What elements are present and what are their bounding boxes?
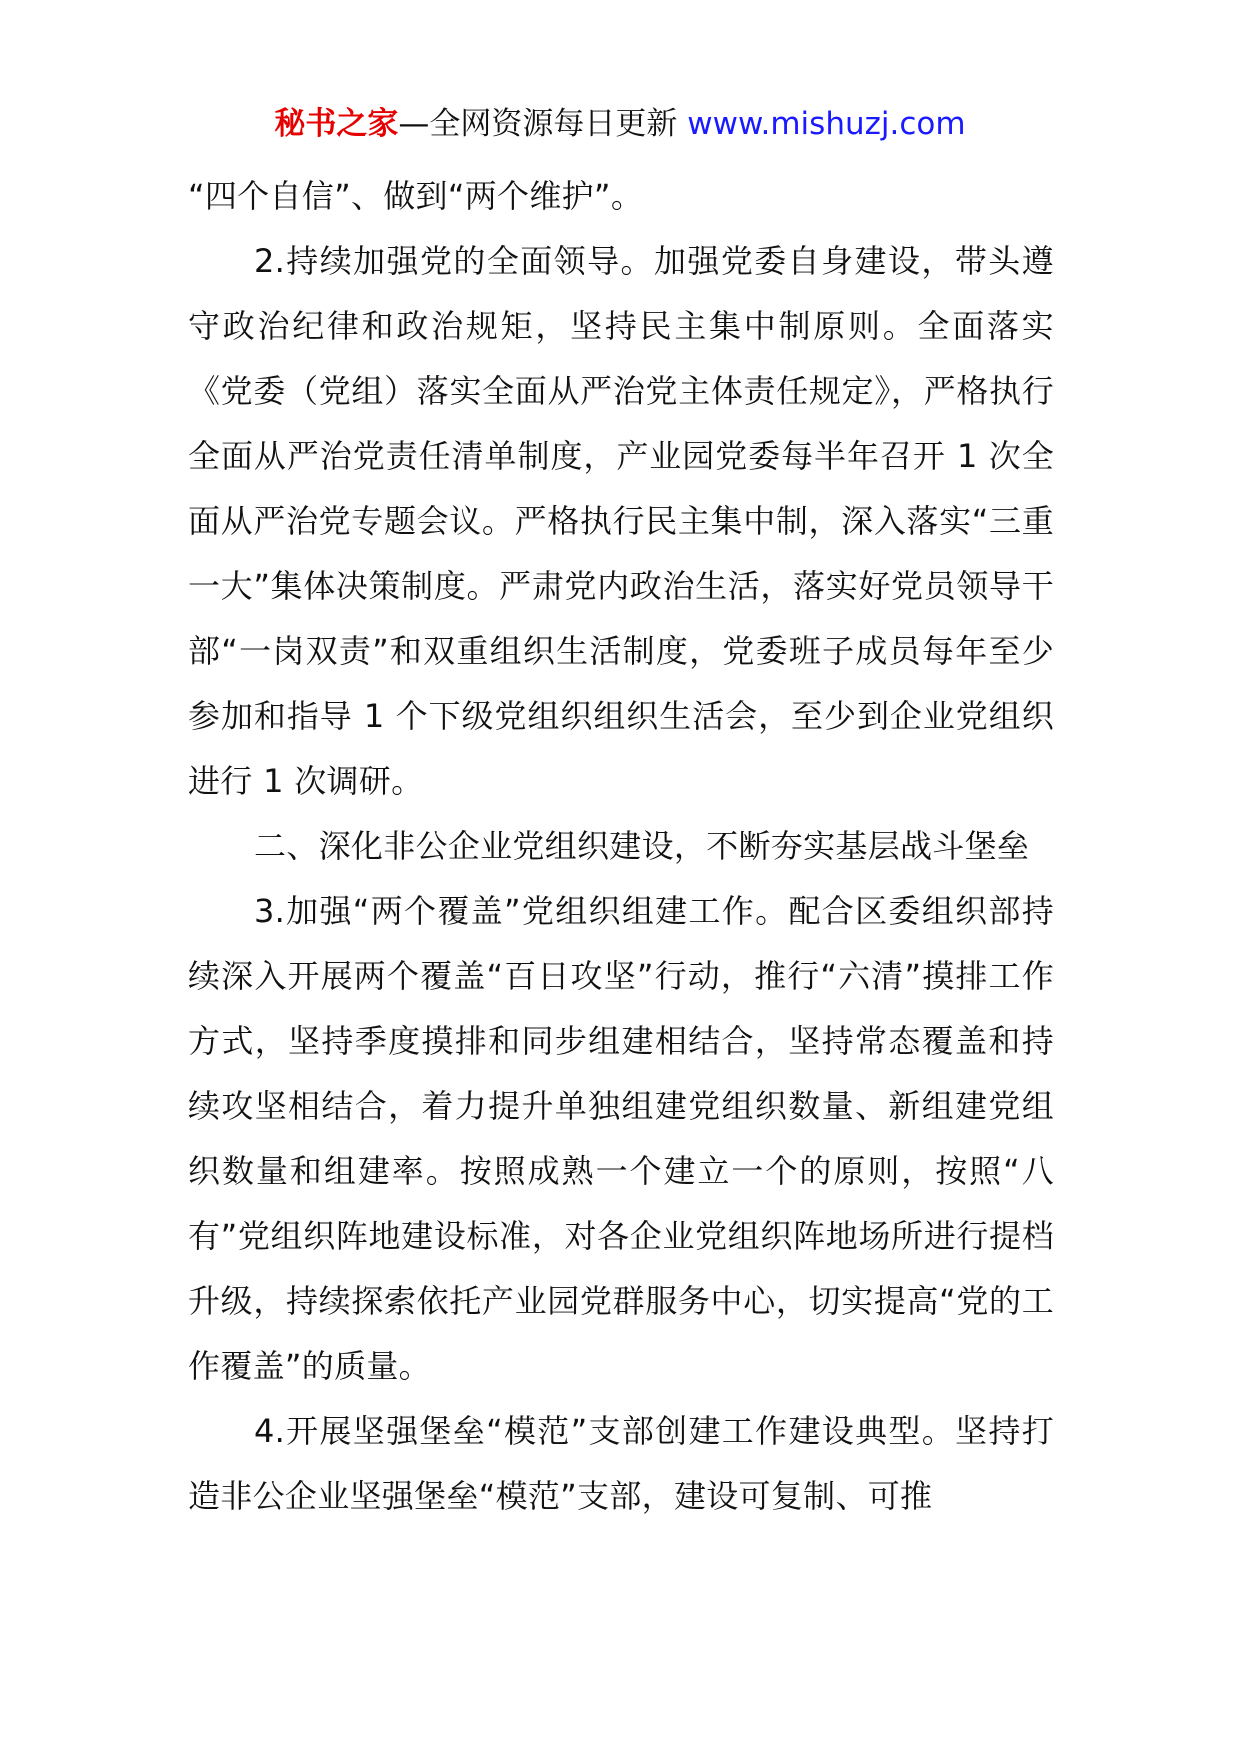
paragraph-item-3: 3.加强“两个覆盖”党组织组建工作。配合区委组织部持续深入开展两个覆盖“百日攻坚”行动，推行“六清”摸排工作方式，坚持季度摸排和同步组建相结合，坚持常态覆盖和持续攻坚相结合，着力提升单独组建党组织数量、新组建党组织数量和组建率。按照成熟一个建立一个的原则，按照“八有”党组织阵地建设标准，对各企业党组织阵地场所进行提档升级，持续探索依托产业园党群服务中心，切实提高“党的工作覆盖”的质量。 — [188, 892, 1054, 1385]
paragraph-continuation: “四个自信”、做到“两个维护”。 — [188, 177, 644, 215]
header-slogan: —全网资源每日更新 — [398, 106, 688, 142]
site-header — [0, 104, 1240, 144]
paragraph-item-4: 4.开展坚强堡垒“模范”支部创建工作建设典型。坚持打造非公企业坚强堡垒“模范”支部，建设可复制、可推 — [188, 1412, 1054, 1515]
brand-name: 秘书之家 — [274, 106, 399, 142]
document-body — [188, 164, 1054, 1529]
section-heading-2: 二、深化非公企业党组织建设，不断夯实基层战斗堡垒 — [254, 827, 1030, 865]
site-url[interactable]: www.mishuzj.com — [687, 106, 966, 142]
paragraph-item-2: 2.持续加强党的全面领导。加强党委自身建设，带头遵守政治纪律和政治规矩，坚持民主集中制原则。全面落实《党委（党组）落实全面从严治党主体责任规定》，严格执行全面从严治党责任清单制度，产业园党委每半年召开 1 次全面从严治党专题会议。严格执行民主集中制，深入落实“三重一大”集体决策制度。严肃党内政治生活，落实好党员领导干部“一岗双责”和双重组织生活制度，党委班子成员每年至少参加和指导 1 个下级党组织组织生活会，至少到企业党组织进行 1 次调研。 — [188, 242, 1054, 800]
